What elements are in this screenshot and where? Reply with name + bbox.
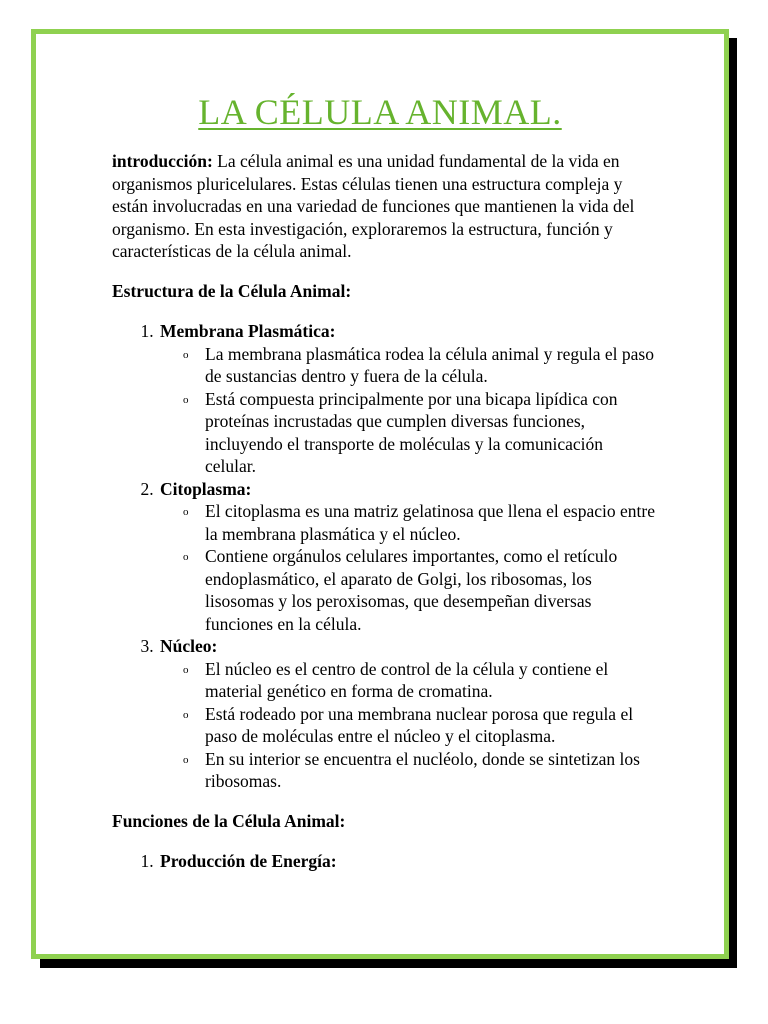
bullet-icon: o: [183, 506, 189, 518]
structure-heading: Estructura de la Célula Animal:: [112, 280, 352, 301]
bullet-text: El núcleo es el centro de control de la célula y contiene el material genético en forma de cromatina.: [205, 658, 609, 701]
sub-list-item: [183, 388, 657, 478]
bullet-text: Está compuesta principalmente por una bicapa lipídica con proteínas incrustadas que cumplen diversas funciones, incluyendo el transporte de moléculas y la comunicación celular.: [205, 388, 618, 476]
item-title: Producción de Energía:: [160, 851, 337, 871]
bullet-icon: o: [183, 551, 189, 563]
sub-list: [160, 658, 657, 793]
sub-list-item: [183, 545, 657, 635]
item-title: Núcleo:: [160, 636, 218, 656]
bullet-text: Está rodeado por una membrana nuclear porosa que regula el paso de moléculas entre el núcleo y el citoplasma.: [205, 703, 634, 746]
intro-text: La célula animal es una unidad fundamental de la vida en organismos pluricelulares. Estas células tienen una estructura compleja y están involucradas en una variedad de funciones que mantienen la vida del organismo. En esta investigación, exploraremos la estructura, función y características de la célula animal.: [112, 151, 635, 261]
list-item: [158, 478, 657, 636]
functions-list: [112, 850, 657, 873]
sub-list-item: [183, 343, 657, 388]
list-item: [158, 850, 657, 873]
bullet-text: Contiene orgánulos celulares importantes, como el retículo endoplasmático, el aparato de Golgi, los ribosomas, los lisosomas y los peroxisomas, que desempeñan diversas funciones en la célula.: [205, 546, 618, 634]
sub-list-item: [183, 500, 657, 545]
list-item: [158, 635, 657, 793]
bullet-text: La membrana plasmática rodea la célula animal y regula el paso de sustancias dentro y fuera de la célula.: [205, 343, 654, 386]
list-item: [158, 320, 657, 478]
item-title: Citoplasma:: [160, 478, 252, 499]
document-body: [112, 150, 657, 873]
intro-paragraph: [112, 150, 657, 263]
sub-list-item: [183, 703, 657, 748]
bullet-icon: o: [183, 393, 189, 406]
sub-list-item: [183, 658, 657, 703]
bullet-icon: o: [183, 708, 189, 721]
sub-list: [160, 343, 657, 478]
structure-list: [112, 320, 657, 793]
document-page: [31, 29, 729, 959]
bullet-text: El citoplasma es una matriz gelatinosa que llena el espacio entre la membrana plasmática y el núcleo.: [205, 501, 655, 544]
bullet-text: En su interior se encuentra el nucléolo, donde se sintetizan los ribosomas.: [205, 748, 640, 791]
intro-label: introducción:: [112, 151, 213, 171]
item-title: Membrana Plasmática:: [160, 321, 336, 341]
sub-list-item: [183, 748, 657, 793]
bullet-icon: o: [183, 663, 189, 676]
page-title: LA CÉLULA ANIMAL.: [198, 92, 562, 132]
bullet-icon: o: [183, 753, 189, 766]
functions-heading: Funciones de la Célula Animal:: [112, 810, 346, 831]
sub-list: [160, 500, 657, 635]
bullet-icon: o: [183, 348, 189, 361]
